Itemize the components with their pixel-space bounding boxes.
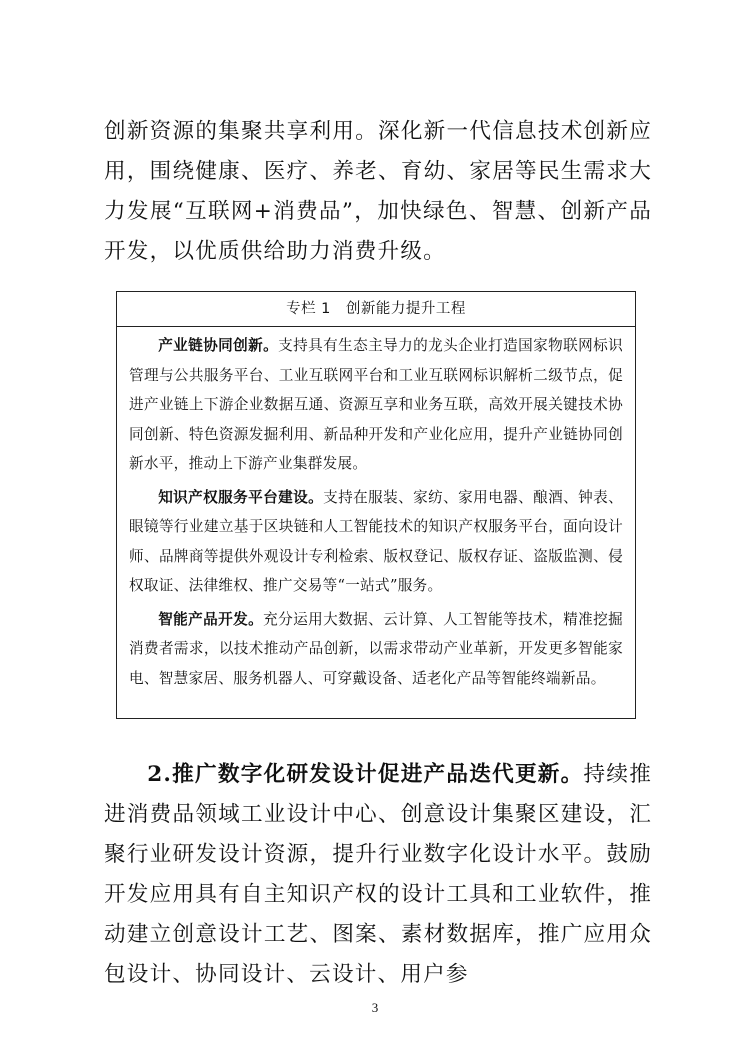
box-item-heading: 产业链协同创新。 <box>158 337 279 354</box>
box-item-heading: 智能产品开发。 <box>158 610 264 628</box>
box-body <box>117 327 635 693</box>
intro-paragraph: 创新资源的集聚共享利用。深化新一代信息技术创新应用，围绕健康、医疗、养老、育幼、家居等民生需求大力发展“互联网+消费品”，加快绿色、智慧、创新产品开发，以优质供给助力消费升级。 <box>104 119 652 264</box>
box-item-text: 支持具有生态主导力的龙头企业打造国家物联网标识管理与公共服务平台、工业互联网平台和工业互联网标识解析二级节点，促进产业链上下游企业数据互通、资源互享和业务互联，高效开展关键技术协同创新、特色资源发掘利用、新品种开发和产业化应用，提升产业链协同创新水平，推动上下游产业集群发展。 <box>129 337 623 472</box>
box-item-industry-chain <box>129 331 623 479</box>
section-heading: 2.推广数字化研发设计促进产品迭代更新。 <box>147 762 584 787</box>
special-column-box <box>116 291 636 719</box>
box-item-smart-products <box>129 605 623 694</box>
page-number: 3 <box>371 1000 379 1015</box>
section-text: 持续推进消费品领域工业设计中心、创意设计集聚区建设，汇聚行业研发设计资源，提升行业数字化设计水平。鼓励开发应用具有自主知识产权的设计工具和工业软件，推动建立创意设计工艺、图案、素材数据库，推广应用众包设计、协同设计、云设计、用户参 <box>104 762 652 987</box>
box-item-heading: 知识产权服务平台建设。 <box>158 488 324 506</box>
section-paragraph <box>104 755 652 995</box>
box-item-text: 充分运用大数据、云计算、人工智能等技术，精准挖掘消费者需求，以技术推动产品创新，以需求带动产业革新，开发更多智能家电、智慧家居、服务机器人、可穿戴设备、适老化产品等智能终端新品。 <box>129 610 623 687</box>
box-item-ip-platform <box>129 483 623 601</box>
box-item-text: 支持在服装、家纺、家用电器、酿酒、钟表、眼镜等行业建立基于区块链和人工智能技术的知识产权服务平台，面向设计师、品牌商等提供外观设计专利检索、版权登记、版权存证、盗版监测、侵权取证、法律维权、推广交易等“一站式”服务。 <box>129 488 623 594</box>
box-title: 专栏 1 创新能力提升工程 <box>117 292 635 327</box>
